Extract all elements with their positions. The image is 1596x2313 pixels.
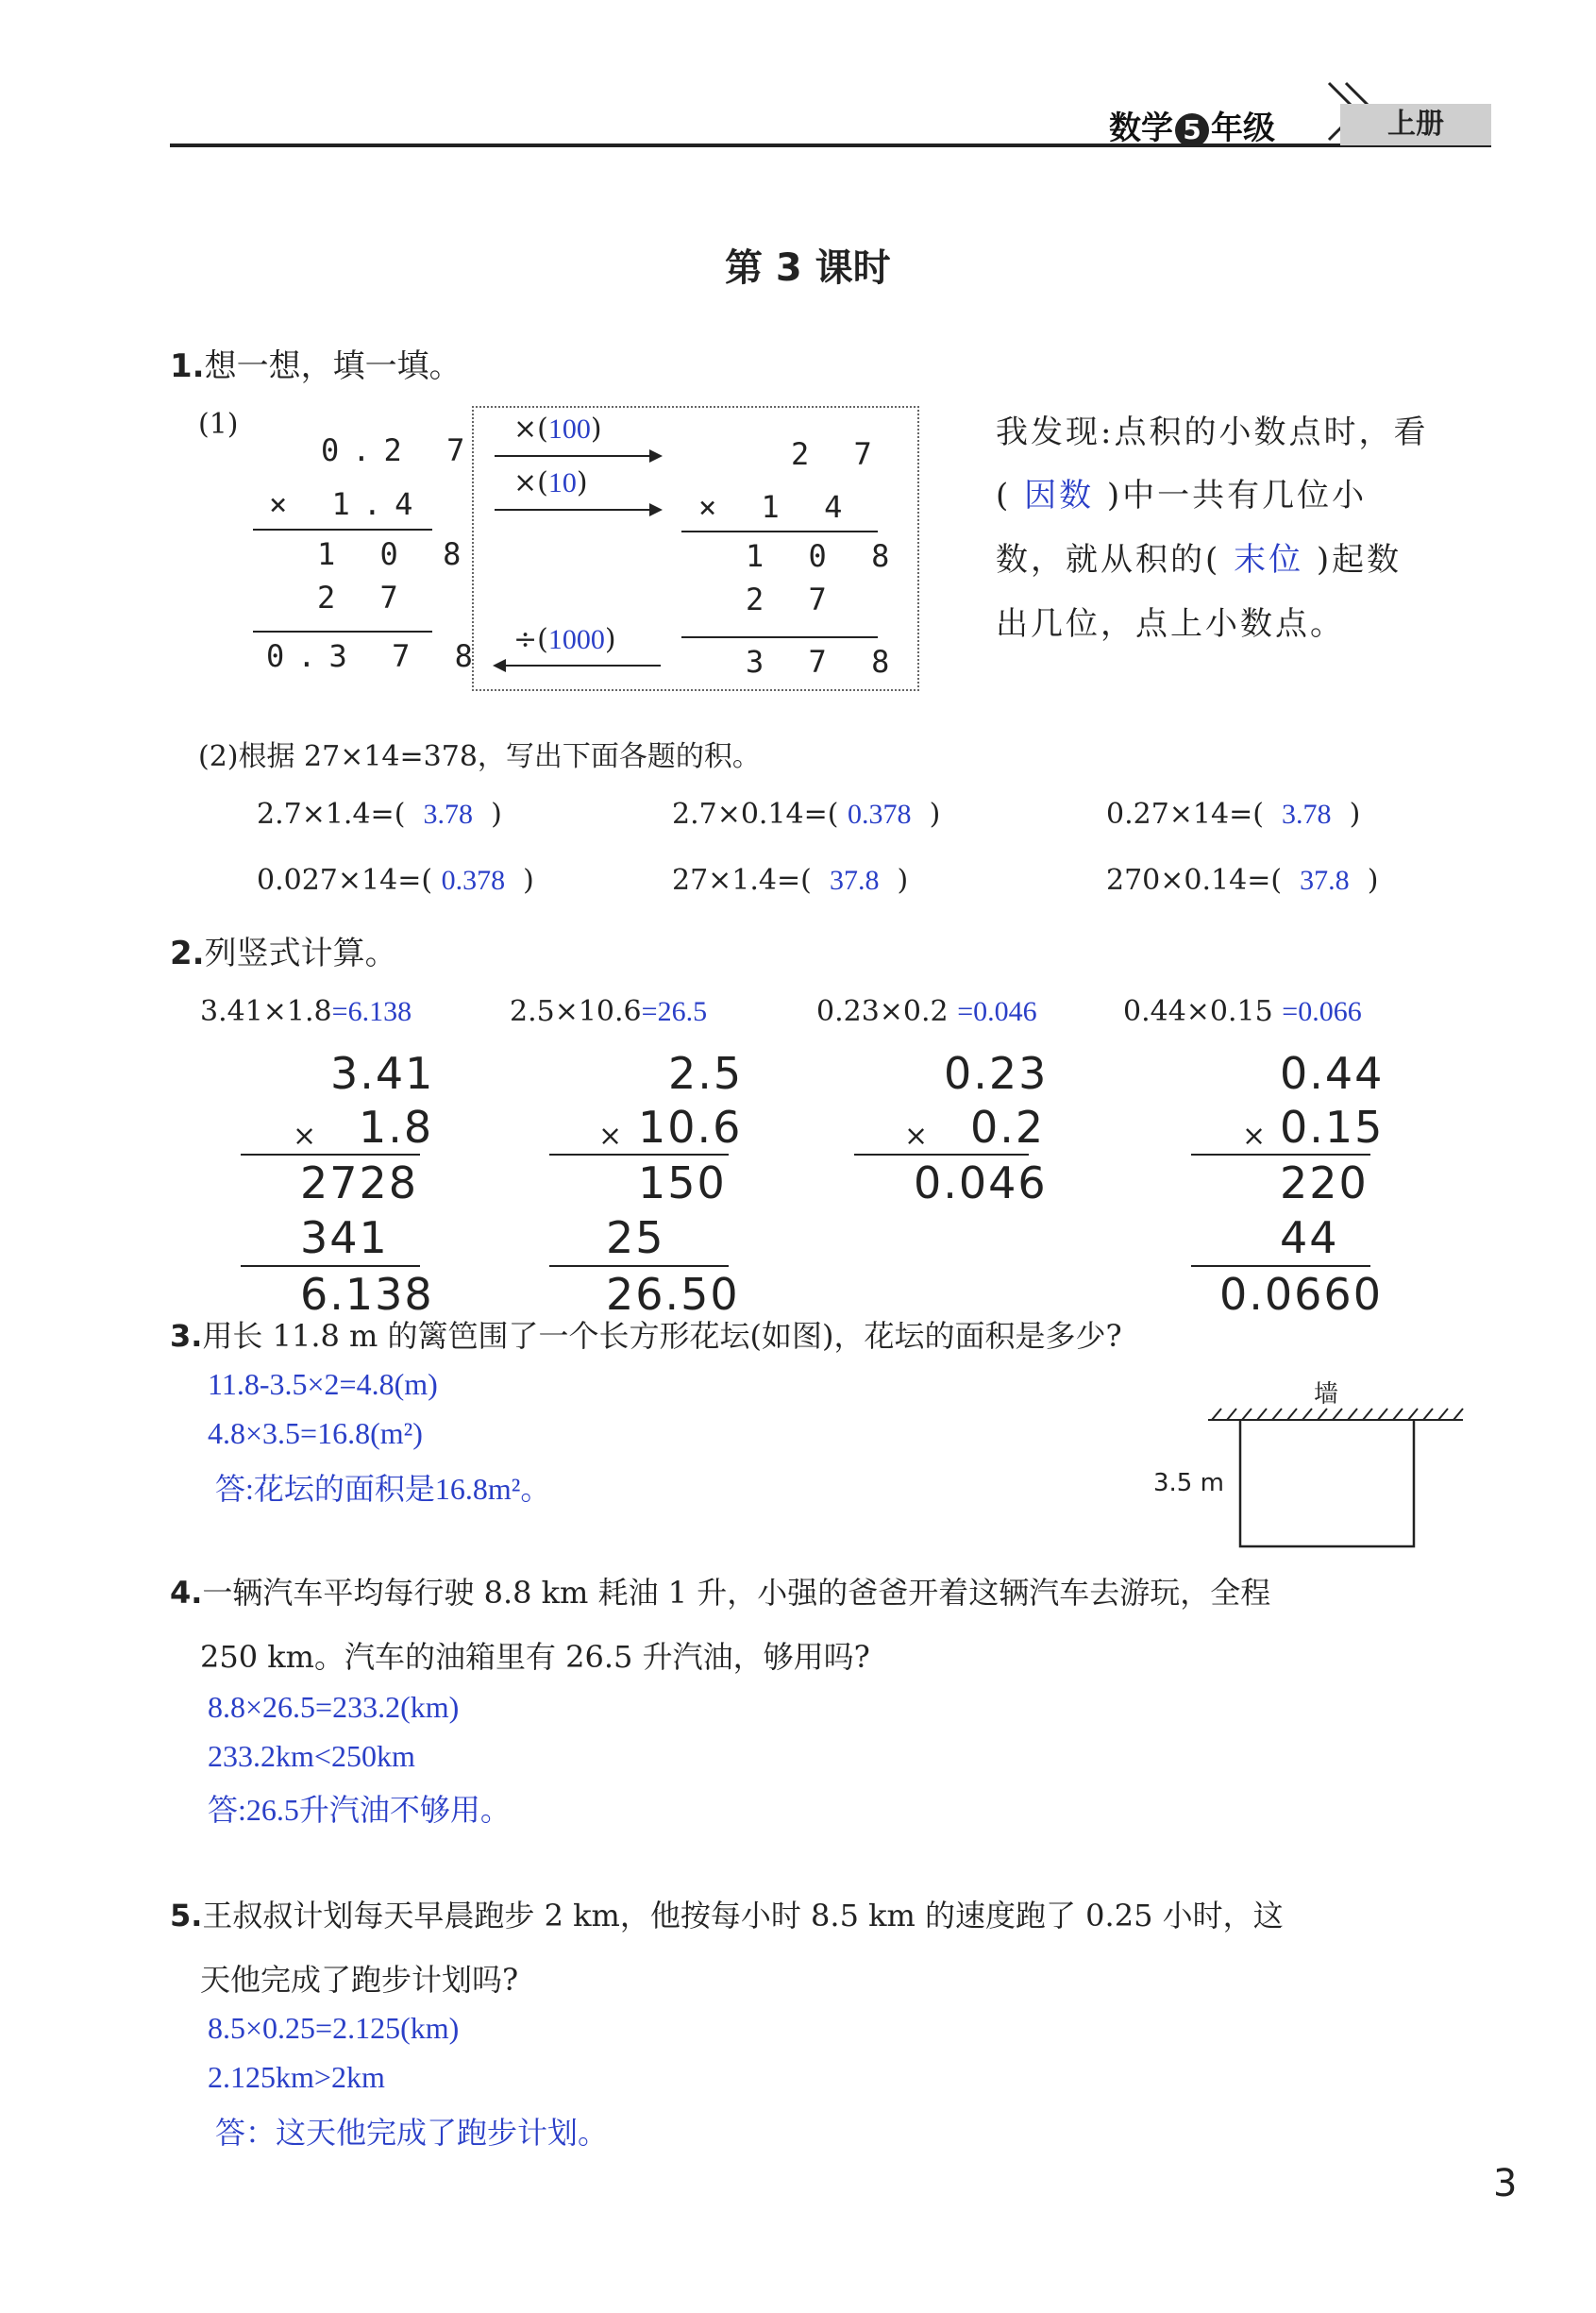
q3-answer: 答:花坛的面积是16.8m²。 (215, 1472, 551, 1506)
right-calc-line: × 1 4 (698, 489, 856, 525)
calc-rule (253, 631, 432, 633)
discover-line: 数，就从积的( 末位 )起数 (996, 541, 1403, 579)
hw-line: 0.44 (1280, 1048, 1385, 1099)
right-calc-line: 2 7 (746, 582, 840, 617)
q5-text: 天他完成了跑步计划吗? (200, 1962, 519, 1998)
product-item: 270×0.14=( 37.8 ) (1106, 864, 1379, 897)
hw-line: 220 (1280, 1157, 1369, 1208)
grade-badge: 5 (1175, 113, 1209, 147)
product-item: 0.027×14=( 0.378 ) (257, 864, 534, 897)
calc-rule (854, 1154, 1029, 1156)
header-rule (170, 144, 1491, 147)
times-sign: × (293, 1120, 317, 1153)
hw-line: 341 (300, 1212, 389, 1263)
q1-sub1: (1) (198, 408, 239, 441)
left-calc-line: 2 7 (317, 580, 412, 616)
arrow-right-icon (495, 455, 661, 457)
hw-line: 2.5 (668, 1048, 744, 1099)
side-label: 3.5 m (1153, 1469, 1224, 1497)
q3-answer: 4.8×3.5=16.8(m²) (208, 1416, 423, 1450)
q1-heading: 1.想一想，填一填。 (170, 347, 462, 385)
header-subject: 数学 5 年级 (1109, 110, 1275, 147)
discover-line: ( 因数 )中一共有几位小 (996, 477, 1368, 515)
hw-line: 1.8 (359, 1102, 434, 1153)
hw-line: 10.6 (638, 1102, 743, 1153)
product-item: 2.7×1.4=( 3.78 ) (257, 798, 502, 831)
q4-answer: 答:26.5升汽油不够用。 (208, 1793, 511, 1827)
hw-line: 6.138 (300, 1269, 434, 1320)
discover-line: 我发现:点积的小数点时，看 (996, 414, 1429, 451)
calc-rule (1191, 1265, 1370, 1267)
hw-line: 0.15 (1280, 1102, 1385, 1153)
product-item: 27×1.4=( 37.8 ) (672, 864, 909, 897)
arrow-right-icon (495, 509, 661, 511)
q2-heading: 2.列竖式计算。 (170, 935, 397, 972)
product-item: 2.7×0.14=( 0.378 ) (672, 798, 941, 831)
q3-answer: 11.8-3.5×2=4.8(m) (208, 1367, 438, 1401)
times-sign: × (598, 1120, 623, 1153)
hw-line: 150 (638, 1157, 727, 1208)
product-item: 0.27×14=( 3.78 ) (1106, 798, 1361, 831)
q4-text: 250 km。汽车的油箱里有 26.5 升汽油，够用吗? (200, 1639, 870, 1675)
hw-line: 26.50 (606, 1269, 740, 1320)
q4-text: 4.一辆汽车平均每行驶 8.8 km 耗油 1 升，小强的爸爸开着这辆汽车去游玩，全程 (170, 1575, 1271, 1611)
left-calc-line: 0.3 7 8 (266, 638, 486, 674)
arrow1-label: ×(100) (513, 413, 602, 446)
q2-item-question: 2.5×10.6=26.5 (510, 995, 708, 1028)
hw-line: 0.23 (944, 1048, 1049, 1099)
hw-line: 0.046 (914, 1157, 1048, 1208)
q5-text: 5.王叔叔计划每天早晨跑步 2 km，他按每小时 8.5 km 的速度跑了 0.25 小时，这 (170, 1898, 1284, 1933)
volume-label: 上册 (1340, 104, 1491, 145)
q2-item-question: 3.41×1.8=6.138 (200, 995, 412, 1028)
lesson-title: 第 3 课时 (725, 246, 891, 290)
hw-line: 3.41 (330, 1048, 435, 1099)
q4-answer: 233.2km<250km (208, 1739, 415, 1773)
q3-text: 3.用长 11.8 m 的篱笆围了一个长方形花坛(如图)，花坛的面积是多少? (170, 1318, 1122, 1354)
calc-rule (681, 636, 878, 638)
q5-answer: 答：这天他完成了跑步计划。 (215, 2116, 609, 2150)
calc-rule (241, 1265, 420, 1267)
right-calc-line: 3 7 8 (746, 644, 903, 680)
page-number: 3 (1493, 2162, 1518, 2205)
hw-line: 0.2 (970, 1102, 1046, 1153)
calc-rule (549, 1265, 729, 1267)
garden-figure (1199, 1407, 1472, 1558)
q4-answer: 8.8×26.5=233.2(km) (208, 1690, 460, 1724)
q2-item-question: 0.44×0.15 =0.066 (1123, 995, 1362, 1028)
calc-rule (681, 531, 878, 532)
discover-line: 出几位，点上小数点。 (996, 605, 1345, 643)
q2-item-question: 0.23×0.2 =0.046 (816, 995, 1037, 1028)
times-sign: × (1242, 1120, 1267, 1153)
arrow-left-icon (495, 665, 661, 667)
hw-line: 2728 (300, 1157, 419, 1208)
calc-rule (1191, 1154, 1370, 1156)
arrow3-label: ÷(1000) (513, 623, 616, 656)
right-calc-line: 1 0 8 (746, 538, 903, 574)
calc-rule (241, 1154, 420, 1156)
hw-line: 25 (606, 1212, 665, 1263)
times-sign: × (904, 1120, 929, 1153)
q5-answer: 8.5×0.25=2.125(km) (208, 2011, 460, 2045)
hw-line: 44 (1280, 1212, 1339, 1263)
wall-label: 墙 (1314, 1380, 1339, 1409)
left-calc-line: × 1.4 (269, 486, 427, 522)
arrow2-label: ×(10) (513, 466, 588, 499)
right-calc-line: 2 7 (791, 436, 885, 472)
hw-line: 0.0660 (1219, 1269, 1383, 1320)
q1-sub2: (2)根据 27×14=378，写出下面各题的积。 (198, 740, 761, 773)
q5-answer: 2.125km>2km (208, 2060, 385, 2094)
left-calc-line: 0.2 7 (321, 432, 479, 468)
left-calc-line: 1 0 8 (317, 536, 475, 572)
calc-rule (253, 529, 432, 531)
calc-rule (549, 1154, 729, 1156)
